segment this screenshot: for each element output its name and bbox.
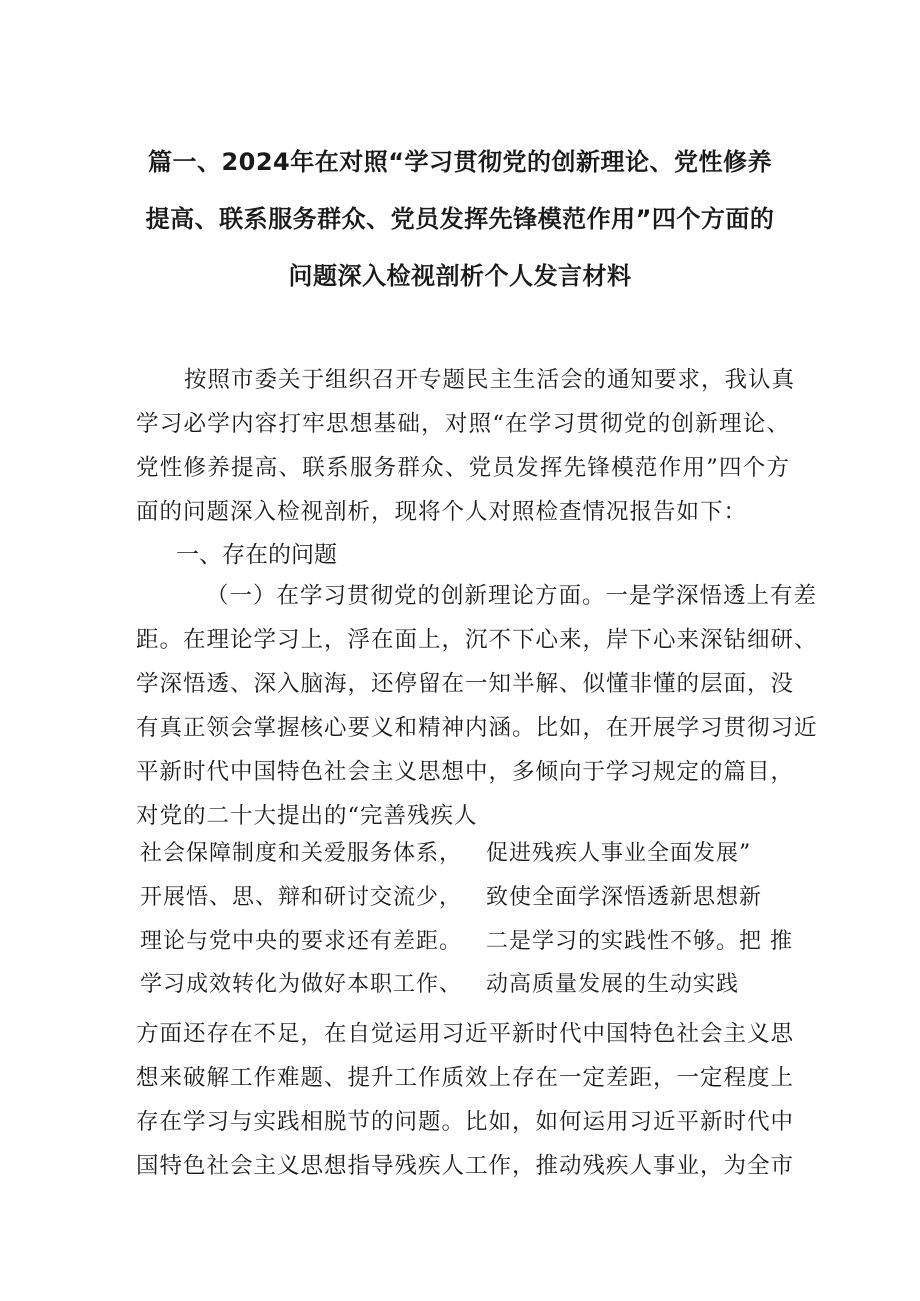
column-right-line-4: 动高质量发展的生动实践 xyxy=(486,972,740,997)
intro-line-3: 党性修养提高、联系服务群众、党员发挥先锋模范作用”四个方 xyxy=(136,455,790,481)
column-right-line-3: 二是学习的实践性不够。把 推 xyxy=(486,929,793,954)
paragraph1-line-1: （一）在学习贯彻党的创新理论方面。一是学深悟透上有差 xyxy=(206,583,818,609)
column-left-line-1: 社会保障制度和关爱服务体系， xyxy=(140,841,463,866)
column-right-line-1: 促进残疾人事业全面发展” xyxy=(486,841,752,866)
column-right-line-2: 致使全面学深悟透新思想新 xyxy=(486,885,763,910)
column-left-line-4: 学习成效转化为做好本职工作、 xyxy=(140,972,463,997)
paragraph1-line-3: 学深悟透、深入脑海，还停留在一知半解、似懂非懂的层面，没 xyxy=(136,671,795,697)
intro-line-1: 按照市委关于组织召开专题民主生活会的通知要求，我认真 xyxy=(184,367,796,393)
intro-line-4: 面的问题深入检视剖析，现将个人对照检查情况报告如下： xyxy=(136,499,748,525)
paragraph1-line-2: 距。在理论学习上，浮在面上，沉不下心来，岸下心来深钻细研、 xyxy=(136,627,818,653)
paragraph1-line-4: 有真正领会掌握核心要义和精神内涵。比如，在开展学习贯彻习近 xyxy=(136,715,818,741)
paragraph2-line-3: 存在学习与实践相脱节的问题。比如，如何运用习近平新时代中 xyxy=(136,1109,795,1135)
paragraph2-line-2: 想来破解工作难题、提升工作质效上存在一定差距，一定程度上 xyxy=(136,1065,795,1091)
paragraph2-line-4: 国特色社会主义思想指导残疾人工作，推动残疾人事业，为全市 xyxy=(136,1153,795,1179)
column-left-line-2: 开展悟、思、辩和研讨交流少， xyxy=(140,885,463,910)
paragraph1-line-5: 平新时代中国特色社会主义思想中，多倾向于学习规定的篇目， xyxy=(136,759,795,785)
paragraph2-line-1: 方面还存在不足，在自觉运用习近平新时代中国特色社会主义思 xyxy=(136,1021,795,1047)
title-line-1: 篇一、2024年在对照“学习贯彻党的创新理论、党性修养 xyxy=(147,148,773,176)
title-line-3: 问题深入检视剖析个人发言材料 xyxy=(288,262,632,290)
paragraph1-line-6: 对党的二十大提出的“完善残疾人 xyxy=(136,803,478,829)
intro-line-2: 学习必学内容打牢思想基础，对照“在学习贯彻党的创新理论、 xyxy=(136,411,790,437)
column-left-line-3: 理论与党中央的要求还有差距。 xyxy=(140,929,463,954)
section-heading-problems: 一、存在的问题 xyxy=(176,542,337,568)
title-line-2: 提高、联系服务群众、党员发挥先锋模范作用”四个方面的 xyxy=(145,205,775,233)
